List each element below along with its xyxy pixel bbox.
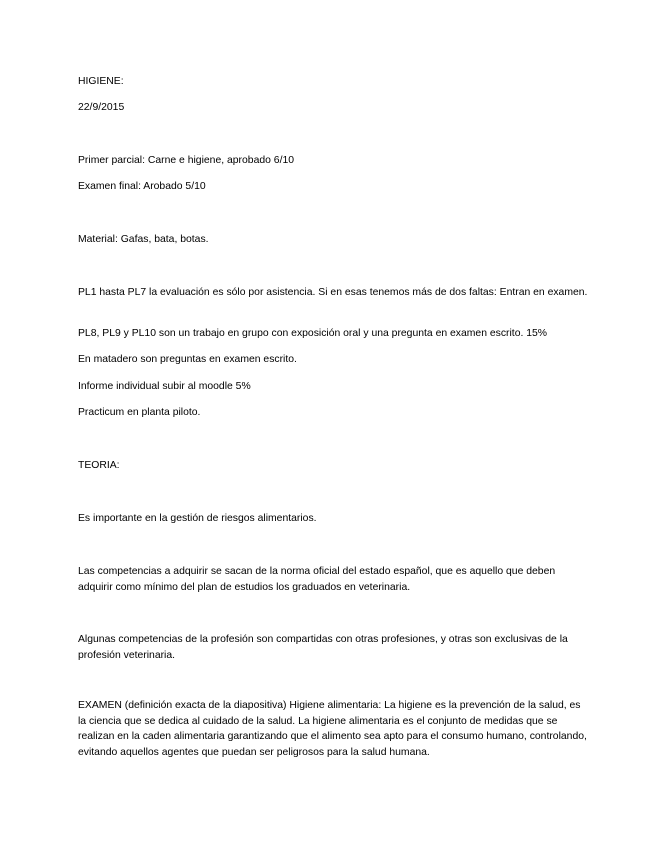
examen-definicion-paragraph: EXAMEN (definición exacta de la diapositiva) Higiene alimentaria: La higiene es la prevención de la salud, es la ciencia que se dedica al cuidado de la salud. La higiene alimentaria es el conjunto de medidas que se realizan en la caden alimentaria garantizando que el alimento sea apto para el consumo humano, controlando, evitando aquellos agentes que puedan ser peligrosos para la salud humana.	[78, 700, 587, 758]
teoria-heading: TEORIA:	[78, 460, 120, 471]
matadero-line: En matadero son preguntas en examen escrito.	[78, 354, 297, 365]
final-exam-line: Examen final: Arobado 5/10	[78, 181, 206, 192]
competencias-compartidas-paragraph: Algunas competencias de la profesión son compartidas con otras profesiones, y otras son exclusivas de la profesión veterinaria.	[78, 634, 568, 661]
informe-line: Informe individual subir al moodle 5%	[78, 381, 251, 392]
gestion-riesgos-line: Es importante en la gestión de riesgos alimentarios.	[78, 513, 317, 524]
first-partial-line: Primer parcial: Carne e higiene, aprobado 6/10	[78, 155, 295, 166]
pl1-pl7-paragraph: PL1 hasta PL7 la evaluación es sólo por asistencia. Si en esas tenemos más de dos faltas: Entran en examen.	[78, 287, 588, 298]
practicum-line: Practicum en planta piloto.	[78, 407, 201, 418]
material-line: Material: Gafas, bata, botas.	[78, 234, 209, 245]
document-date: 22/9/2015	[78, 102, 125, 113]
competencias-paragraph: Las competencias a adquirir se sacan de la norma oficial del estado español, que es aquello que deben adquirir como mínimo del plan de estudios los graduados en veterinaria.	[78, 566, 556, 593]
pl8-pl10-paragraph: PL8, PL9 y PL10 son un trabajo en grupo con exposición oral y una pregunta en examen escrito. 15%	[78, 328, 548, 339]
document-heading: HIGIENE:	[78, 76, 124, 87]
